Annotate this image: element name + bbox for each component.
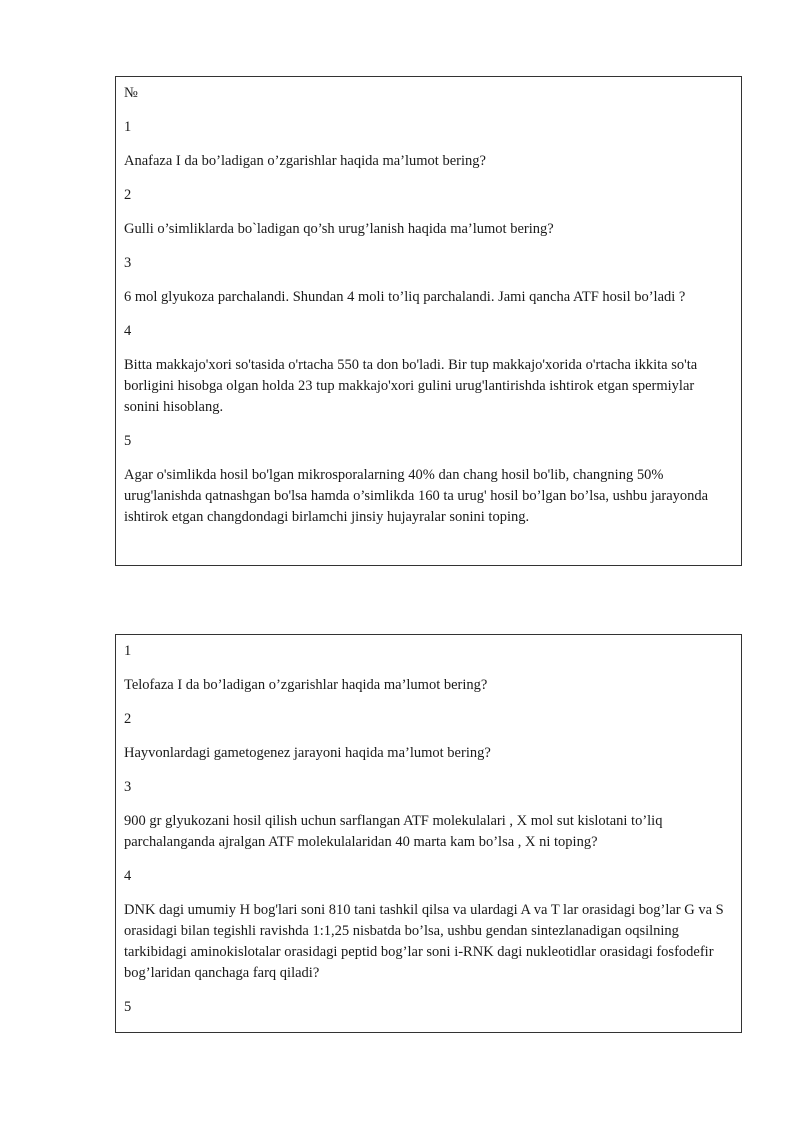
question-number: 3	[124, 779, 132, 795]
question-number: 4	[124, 868, 132, 884]
question-number: 1	[124, 643, 132, 659]
question-box-1	[115, 76, 742, 566]
question-text: Telofaza I da bo’ladigan o’zgarishlar haqida ma’lumot bering?	[124, 677, 488, 693]
question-number: 4	[124, 323, 132, 339]
question-text: DNK dagi umumiy H bog'lari soni 810 tani tashkil qilsa va ulardagi A va T lar orasidagi bog’lar G va S orasidagi bilan tegishli ravishda 1:1,25 nisbatda bo’lsa, ushbu gendan sintezlanadigan oqsilning tarkibidagi aminokislotalar orasidagi peptid bog’lar soni i-RNK dagi nukleotidlar orasidagi fosfodefir bog’laridan qanchaga farq qiladi?	[124, 902, 724, 981]
number-header: №	[124, 85, 138, 101]
question-number: 5	[124, 433, 132, 449]
question-text: Gulli o’simliklarda bo`ladigan qo’sh urug’lanish haqida ma’lumot bering?	[124, 221, 554, 237]
question-number: 3	[124, 255, 132, 271]
question-number: 2	[124, 711, 132, 727]
question-text: Anafaza I da bo’ladigan o’zgarishlar haqida ma’lumot bering?	[124, 153, 486, 169]
question-text: 900 gr glyukozani hosil qilish uchun sarflangan ATF molekulalari , X mol sut kislotani to’liq parchalanganda ajralgan ATF molekulalaridan 40 marta kam bo’lsa , X ni toping?	[124, 813, 663, 850]
question-number: 2	[124, 187, 132, 203]
question-number: 1	[124, 119, 132, 135]
question-text: Agar o'simlikda hosil bo'lgan mikrosporalarning 40% dan chang hosil bo'lib, changning 50% urug'lanishda qatnashgan bo'lsa hamda o’simlikda 160 ta urug' hosil bo’lgan bo’lsa, ushbu jarayonda ishtirok etgan changdondagi birlamchi jinsiy hujayralar sonini toping.	[124, 467, 709, 525]
question-box-2	[115, 634, 742, 1033]
question-text: 6 mol glyukoza parchalandi. Shundan 4 moli to’liq parchalandi. Jami qancha ATF hosil bo’ladi ?	[124, 289, 686, 305]
question-text: Hayvonlardagi gametogenez jarayoni haqida ma’lumot bering?	[124, 745, 491, 761]
question-text: Bitta makkajo'xori so'tasida o'rtacha 550 ta don bo'ladi. Bir tup makkajo'xorida o'rtacha ikkita so'ta borligini hisobga olgan holda 23 tup makkajo'xori gulini urug'lantirishda ishtirok etgan spermiylar sonini hisoblang.	[124, 357, 698, 415]
question-number: 5	[124, 999, 132, 1015]
